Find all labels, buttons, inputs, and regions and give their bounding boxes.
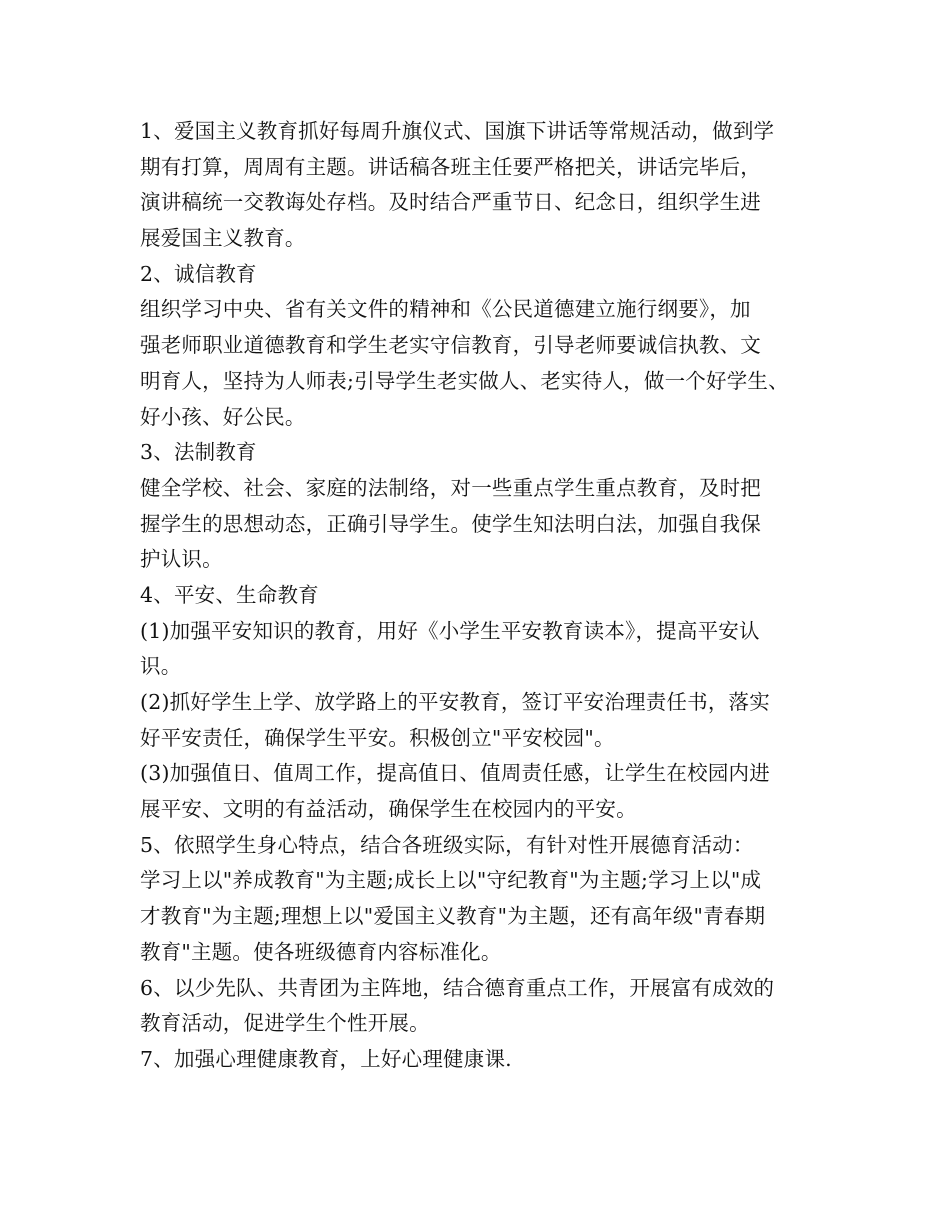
text-line: 展平安、文明的有益活动，确保学生在校园内的平安。 (140, 797, 637, 822)
text-line: 期有打算，周周有主题。讲话稿各班主任要严格把关，讲话完毕后， (140, 154, 761, 179)
text-line: 识。 (140, 654, 182, 679)
text-line: 好平安责任，确保学生平安。积极创立"平安校园"。 (140, 725, 615, 750)
section-heading: 6、以少先队、共青团为主阵地，结合德育重点工作，开展富有成效的 (140, 975, 775, 1000)
text-line: 学习上以"养成教育"为主题;成长上以"守纪教育"为主题;学习上以"成 (140, 868, 762, 893)
section-heading: 3、法制教育 (140, 440, 257, 465)
text-line: 才教育"为主题;理想上以"爱国主义教育"为主题，还有高年级"青春期 (140, 904, 766, 929)
text-line: 明育人，坚持为人师表;引导学生老实做人、老实待人，做一个好学生、 (140, 368, 789, 393)
section-heading: 4、平安、生命教育 (140, 582, 319, 607)
text-line: (2)抓好学生上学、放学路上的平安教育，签订平安治理责任书，落实 (140, 690, 770, 714)
text-line: 组织学习中央、省有关文件的精神和《公民道德建立施行纲要》，加 (140, 297, 751, 322)
section-heading: 5、依照学生身心特点，结合各班级实际，有针对性开展德育活动： (140, 832, 754, 857)
text-line: 好小孩、好公民。 (140, 404, 306, 429)
text-line: 演讲稿统一交教诲处存档。及时结合严重节日、纪念日，组织学生进 (140, 190, 761, 215)
text-line: 展爱国主义教育。 (140, 226, 306, 251)
document-body (140, 114, 830, 1078)
text-line: (3)加强值日、值周工作，提高值日、值周责任感，让学生在校园内进 (140, 761, 770, 786)
text-line: 教育活动，促进学生个性开展。 (140, 1011, 430, 1036)
text-line: 握学生的思想动态，正确引导学生。使学生知法明白法，加强自我保 (140, 511, 761, 536)
text-line: 护认识。 (140, 547, 223, 572)
section-heading: 7、加强心理健康教育，上好心理健康课. (140, 1046, 512, 1071)
text-line: 强老师职业道德教育和学生老实守信教育，引导老师要诚信执教、文 (140, 333, 761, 358)
text-line: (1)加强平安知识的教育，用好《小学生平安教育读本》，提高平安认 (140, 618, 760, 643)
text-line: 健全学校、社会、家庭的法制络，对一些重点学生重点教育，及时把 (140, 475, 761, 500)
text-line: 1、爱国主义教育抓好每周升旗仪式、国旗下讲话等常规活动，做到学 (140, 119, 775, 143)
text-line: 教育"主题。使各班级德育内容标准化。 (140, 939, 502, 964)
section-heading: 2、诚信教育 (140, 261, 257, 286)
